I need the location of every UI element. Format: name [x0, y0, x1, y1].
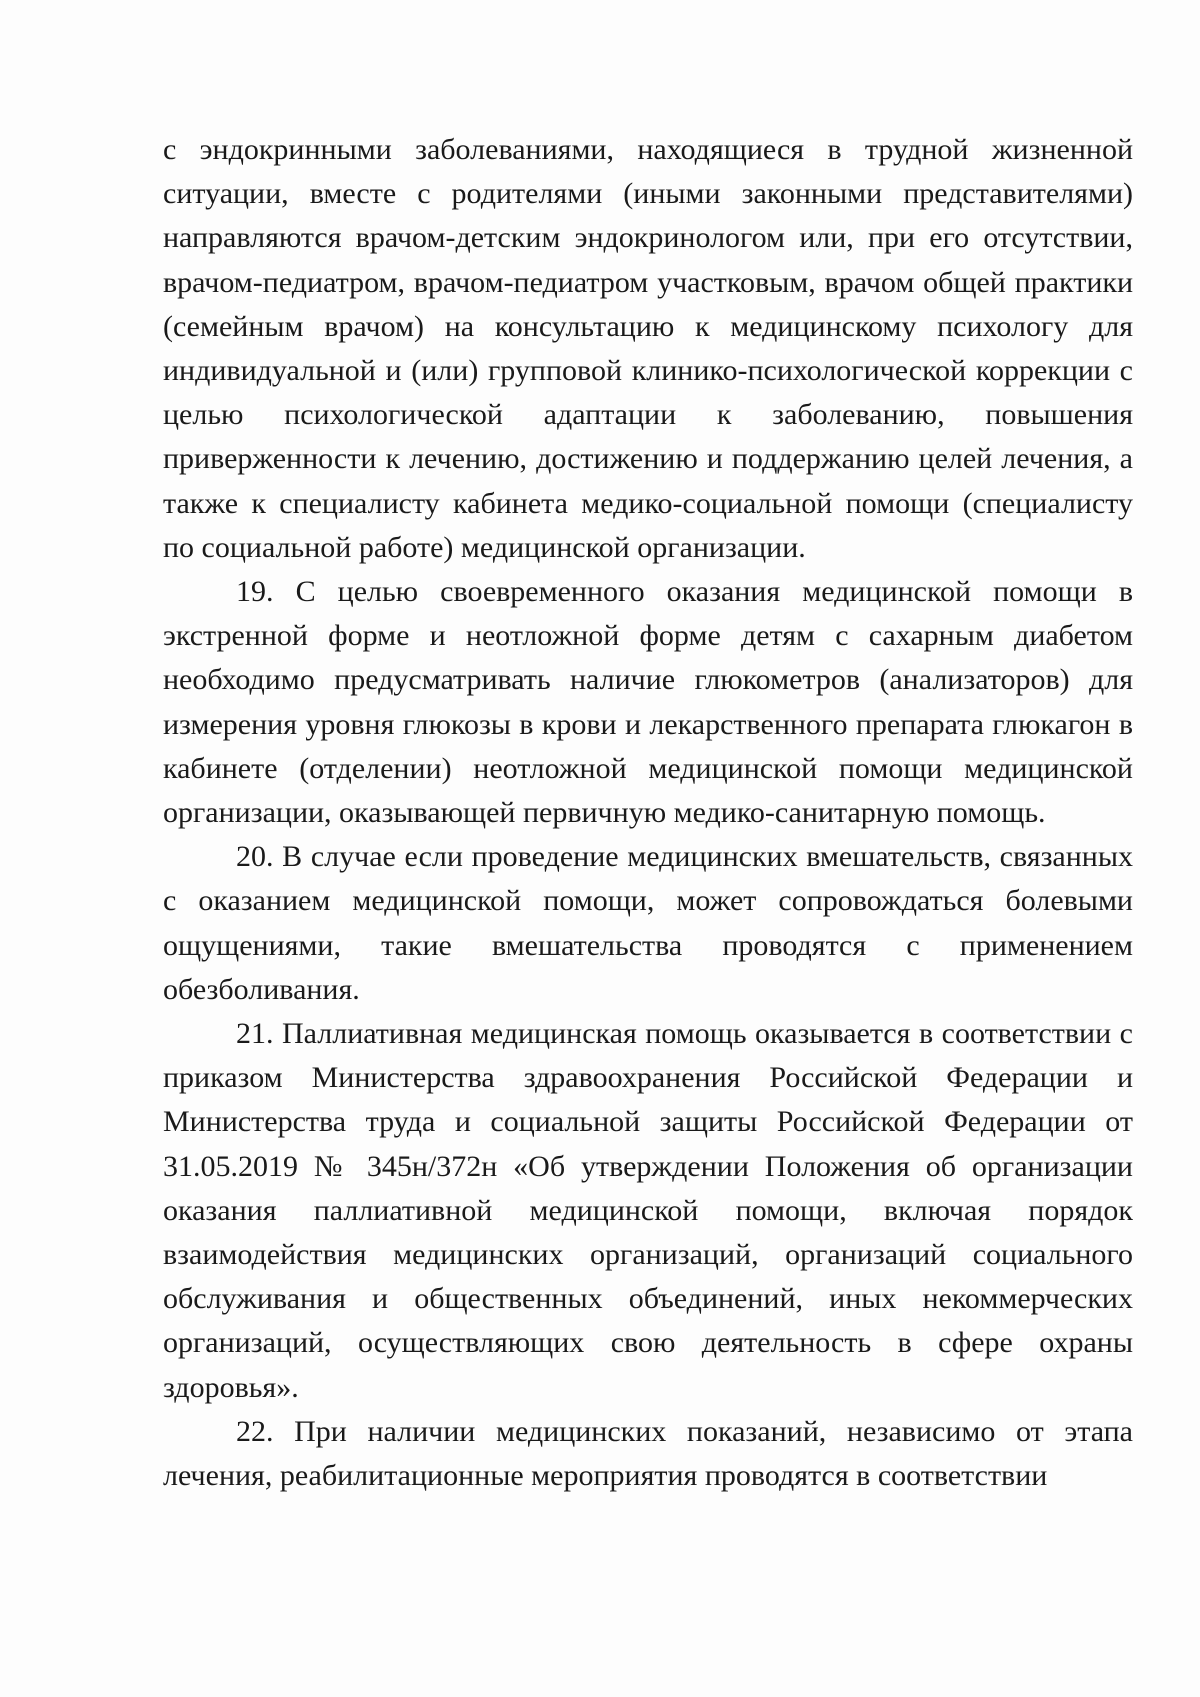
paragraph-19: 19. С целью своевременного оказания медицинской помощи в экстренной форме и неотложной форме детям с сахарным диабетом необходимо предусматривать наличие глюкометров (анализаторов) для измерения уровня глюкозы в крови и лекарственного препарата глюкагон в кабинете (отделении) неотложной медицинской помощи медицинской организации, оказывающей первичную медико-санитарную помощь.	[163, 575, 1133, 830]
paragraph-continuation: с эндокринными заболеваниями, находящиеся в трудной жизненной ситуации, вместе с родителями (иными законными представителями) направляются врачом-детским эндокринологом или, при его отсутствии, врачом-педиатром, врачом-педиатром участковым, врачом общей практики (семейным врачом) на консультацию к медицинскому психологу для индивидуальной и (или) групповой клинико-психологической коррекции с целью психологической адаптации к заболеванию, повышения приверженности к лечению, достижению и поддержанию целей лечения, а также к специалисту кабинета медико-социальной помощи (специалисту по социальной работе) медицинской организации.	[163, 133, 1133, 564]
paragraph-20: 20. В случае если проведение медицинских вмешательств, связанных с оказанием медицинской помощи, может сопровождаться болевыми ощущениями, такие вмешательства проводятся с применением обезболивания.	[163, 840, 1133, 1006]
document-body	[163, 128, 1133, 1498]
paragraph-22: 22. При наличии медицинских показаний, независимо от этапа лечения, реабилитационные мероприятия проводятся в соответствии	[163, 1414, 1133, 1493]
paragraph-21: 21. Паллиативная медицинская помощь оказывается в соответствии с приказом Министерства здравоохранения Российской Федерации и Министерства труда и социальной защиты Российской Федерации от 31.05.2019 № 345н/372н «Об утверждении Положения об организации оказания паллиативной медицинской помощи, включая порядок взаимодействия медицинских организаций, организаций социального обслуживания и общественных объединений, иных некоммерческих организаций, осуществляющих свою деятельность в сфере охраны здоровья».	[163, 1017, 1133, 1404]
